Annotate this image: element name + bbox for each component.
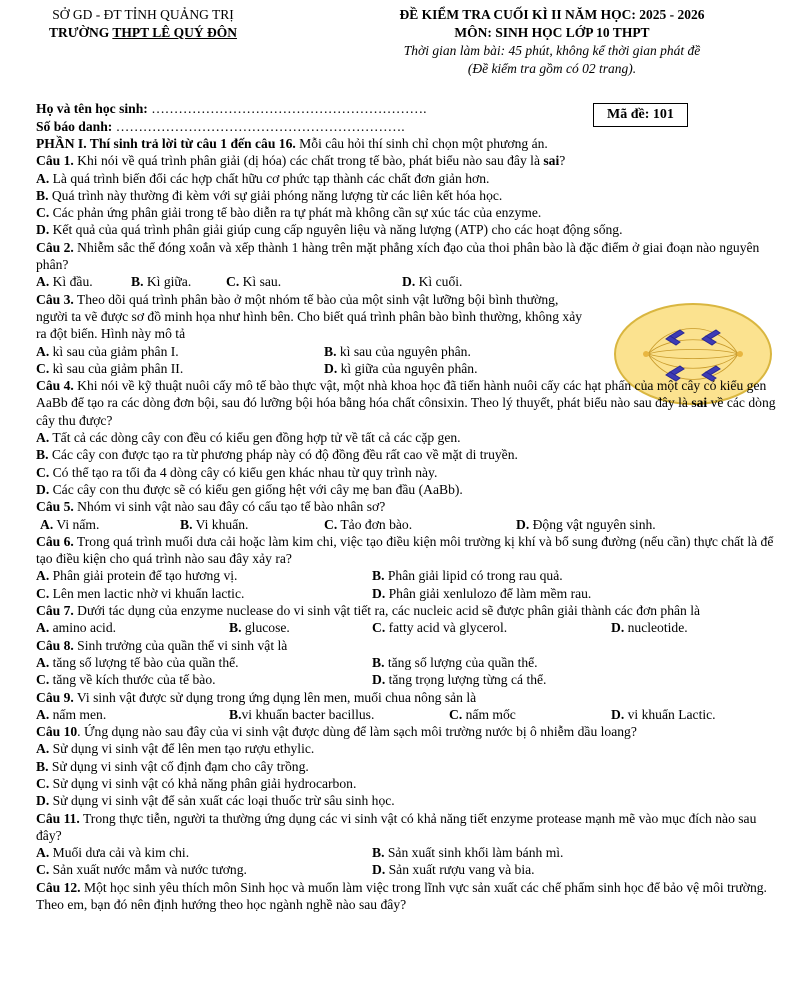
option[interactable] <box>131 273 226 290</box>
option-text: Vi khuẩn. <box>192 516 249 532</box>
question-1 <box>36 152 776 169</box>
option-key: A. <box>36 430 50 446</box>
option-key: A. <box>40 516 54 532</box>
question-12 <box>36 879 776 914</box>
question-2 <box>36 239 776 274</box>
option[interactable] <box>402 273 462 290</box>
option-text: vi khuẩn Lactic. <box>624 706 716 722</box>
option-text: Các phản ứng phân giải trong tế bào diễn ra tự phát mà không cần sự xúc tác của enzyme. <box>49 205 542 221</box>
question-8 <box>36 637 776 654</box>
student-info <box>36 100 426 136</box>
option[interactable] <box>372 619 611 636</box>
option-text: kì sau của giảm phân II. <box>49 360 184 376</box>
option[interactable] <box>36 567 372 584</box>
question-number: Câu 9. <box>36 689 74 705</box>
option-text: Lên men lactic nhờ vi khuẩn lactic. <box>49 585 245 601</box>
option-text: nucleotide. <box>624 620 688 636</box>
option-text: Sản xuất sinh khối làm bánh mì. <box>384 845 564 861</box>
option[interactable] <box>36 844 372 861</box>
student-id-line <box>36 118 426 136</box>
option[interactable] <box>36 343 324 360</box>
question-number: Câu 8. <box>36 637 74 653</box>
option-text: Tảo đơn bào. <box>337 516 413 532</box>
question-text: Trong quá trình muối dưa cải hoặc làm kim chi, việc tạo điều kiện môi trường kị khí và bổ sung đường (nếu cần) thực chất là để tạo điều kiện cho quá trình nào sau đây xảy ra? <box>36 533 774 567</box>
option-text: Sử dụng vi sinh vật có khả năng phân giải hydrocarbon. <box>49 775 357 791</box>
option[interactable] <box>324 360 477 377</box>
question-text: Khi nói về quá trình phân giải (dị hóa) các chất trong tế bào, phát biểu nào sau đây là <box>73 153 544 169</box>
option-key: C. <box>36 464 50 480</box>
option-text: Muối dưa cải và kim chi. <box>49 845 190 861</box>
exam-title: ĐỀ KIỂM TRA CUỐI KÌ II NĂM HỌC: 2025 - 2026 <box>399 7 705 22</box>
option-text: Phân giải lipid có trong rau quả. <box>384 568 563 584</box>
option-row <box>36 343 776 360</box>
option-text: glucose. <box>241 620 290 636</box>
option[interactable] <box>36 619 229 636</box>
option[interactable] <box>36 861 372 878</box>
option[interactable] <box>36 775 776 792</box>
option[interactable] <box>180 516 324 533</box>
option-key: B. <box>372 568 385 584</box>
question-text: Theo dõi quá trình phân bào ở một nhóm tế bào của một sinh vật lưỡng bội bình thường, người ta vẽ được sơ đồ minh họa như hình bên. Cho biết quá trình phân bào bình thường, không xảy ra đột biến. Hình này mô tả <box>36 291 583 342</box>
question-number: Câu 1. <box>36 153 74 169</box>
option-row <box>36 273 776 290</box>
option-text: Sử dụng vi sinh vật cố định đạm cho cây trồng. <box>48 758 309 774</box>
question-9 <box>36 689 776 706</box>
part1-instruction: Mỗi câu hỏi thí sinh chỉ chọn một phương án. <box>295 136 548 151</box>
option[interactable] <box>372 671 546 688</box>
option-row <box>36 516 776 533</box>
option-text: Các cây con được tạo ra từ phương pháp này có độ đồng đều rất cao về mặt di truyền. <box>48 447 518 463</box>
option-key: D. <box>36 481 50 497</box>
option[interactable] <box>36 585 372 602</box>
exam-content <box>36 135 776 913</box>
option-key: C. <box>449 706 463 722</box>
question-tail: ? <box>559 153 566 169</box>
option-key: D. <box>372 585 386 601</box>
option[interactable] <box>229 706 449 723</box>
option-key: B. <box>131 274 144 290</box>
option[interactable] <box>36 758 776 775</box>
option[interactable] <box>36 221 776 238</box>
question-emphasis: sai <box>543 153 560 169</box>
option-text: Sử dụng vi sinh vật để sản xuất các loại thuốc trừ sâu sinh học. <box>49 793 395 809</box>
exam-code-box: Mã đề: 101 <box>593 103 688 127</box>
option-key: B. <box>372 654 385 670</box>
part1-heading: PHẦN I. Thí sinh trả lời từ câu 1 đến câu 16. <box>36 136 296 151</box>
school-name-underlined: THPT LÊ QUÝ ĐÔN <box>112 25 238 40</box>
option[interactable] <box>611 619 688 636</box>
option-key: B. <box>36 187 49 203</box>
option-key: C. <box>36 862 50 878</box>
option[interactable] <box>36 446 776 463</box>
option[interactable] <box>40 516 180 533</box>
option-text: Sản xuất nước mắm và nước tương. <box>49 862 247 878</box>
school-header <box>8 6 278 42</box>
question-tail: về các dòng cây thu được? <box>36 395 776 428</box>
option[interactable] <box>36 481 776 498</box>
option-key: C. <box>36 775 50 791</box>
question-number: Câu 3. <box>36 291 74 307</box>
option-key: B. <box>36 758 49 774</box>
part1-heading-line <box>36 135 776 152</box>
option-key: D. <box>402 274 416 290</box>
question-text: Trong thực tiễn, người ta thường ứng dụng các vi sinh vật có khả năng tiết enzyme protease mạnh mẽ vào mục đích nào sau đây? <box>36 810 757 843</box>
option[interactable] <box>36 170 776 187</box>
question-4 <box>36 377 776 429</box>
option[interactable] <box>36 706 229 723</box>
question-text: Một học sinh yêu thích môn Sinh học và muốn làm việc trong lĩnh vực sản xuất các chế phẩm sinh học để bảo vệ môi trường. Theo em, bạn đó nên định hướng theo học ngành nghề nào sau đây? <box>36 879 767 913</box>
question-number: Câu 10 <box>36 724 78 740</box>
student-name-label: Họ và tên học sinh: <box>36 101 148 116</box>
option[interactable] <box>226 273 402 290</box>
option[interactable] <box>36 360 324 377</box>
option-row <box>36 706 776 723</box>
option-key: A. <box>36 845 50 861</box>
option[interactable] <box>324 516 516 533</box>
option-text: kì giữa của nguyên phân. <box>337 360 478 376</box>
option-text: Sản xuất rượu vang và bia. <box>385 862 535 878</box>
option-key: D. <box>611 620 625 636</box>
option[interactable] <box>372 654 538 671</box>
option-row <box>36 360 776 377</box>
option-key: A. <box>36 741 50 757</box>
option[interactable] <box>36 464 776 481</box>
option-row <box>36 654 776 671</box>
option-text: Kì giữa. <box>143 274 192 290</box>
option-key: C. <box>36 360 50 376</box>
option-text: nấm men. <box>49 706 107 722</box>
question-10 <box>36 723 776 740</box>
question-text: . Ứng dụng nào sau đây của vi sinh vật được dùng để làm sạch môi trường nước bị ô nhiễm dầu loang? <box>77 724 637 740</box>
option-key: C. <box>372 620 386 636</box>
option-text: Tất cả các dòng cây con đều có kiểu gen đồng hợp tử về tất cả các cặp gen. <box>49 430 461 446</box>
option-key: C. <box>36 672 50 688</box>
option-key: B. <box>324 343 337 359</box>
option-key: B. <box>229 620 242 636</box>
option-text: nấm mốc <box>462 706 516 722</box>
question-number: Câu 5. <box>36 499 74 515</box>
option-key: B. <box>180 516 193 532</box>
option-row <box>36 567 776 584</box>
exam-subject: MÔN: SINH HỌC LỚP 10 THPT <box>454 25 650 40</box>
option[interactable] <box>372 861 535 878</box>
option-key: A. <box>36 654 50 670</box>
option-text: Động vật nguyên sinh. <box>529 516 656 532</box>
option-text: Vi nấm. <box>53 516 100 532</box>
option-text: Phân giải protein để tạo hương vị. <box>49 568 238 584</box>
option-text: amino acid. <box>49 620 117 636</box>
option-key: D. <box>36 793 50 809</box>
option-key: A. <box>36 170 50 186</box>
option[interactable] <box>449 706 611 723</box>
option-text: kì sau của giảm phân I. <box>49 343 179 359</box>
option-text: Có thể tạo ra tối đa 4 dòng cây có kiểu gen khác nhau từ quy trình này. <box>49 464 438 480</box>
question-6 <box>36 533 776 568</box>
option-text: tăng trọng lượng từng cá thể. <box>385 672 547 688</box>
option-text: Sử dụng vi sinh vật để lên men tạo rượu ethylic. <box>49 741 315 757</box>
option-row <box>36 619 776 636</box>
question-11 <box>36 810 776 845</box>
option[interactable] <box>36 671 372 688</box>
option-text: Quá trình này thường đi kèm với sự giải phóng năng lượng từ các liên kết hóa học. <box>48 187 503 203</box>
option-key: A. <box>36 274 50 290</box>
option-text: vi khuẩn bacter bacillus. <box>241 706 375 722</box>
option-key: C. <box>226 274 240 290</box>
option-text: tăng số lượng của quần thể. <box>384 654 538 670</box>
option-text: Kì đầu. <box>49 274 93 290</box>
option-row <box>36 671 776 688</box>
option-key: D. <box>372 672 386 688</box>
option-key: A. <box>36 706 50 722</box>
option[interactable] <box>36 429 776 446</box>
option-text: Kì sau. <box>239 274 282 290</box>
option[interactable] <box>36 204 776 221</box>
question-text: Vi sinh vật được sử dụng trong ứng dụng lên men, muối chua nông sản là <box>73 689 477 705</box>
option-key: D. <box>324 360 338 376</box>
option[interactable] <box>36 273 131 290</box>
option[interactable] <box>611 706 716 723</box>
option[interactable] <box>229 619 372 636</box>
option-key: B. <box>229 706 242 722</box>
option-key: B. <box>36 447 49 463</box>
school-name <box>8 24 278 42</box>
dept-name: SỞ GD - ĐT TỈNH QUẢNG TRỊ <box>52 7 234 22</box>
option-key: D. <box>36 222 50 238</box>
exam-header <box>322 6 782 78</box>
option[interactable] <box>324 343 471 360</box>
option[interactable] <box>36 792 776 809</box>
option[interactable] <box>372 567 563 584</box>
question-number: Câu 6. <box>36 533 74 549</box>
student-id-dots: ………………………………………………………. <box>115 119 405 134</box>
option-text: Kết quả của quá trình phân giải giúp cung cấp nguyên liệu và năng lượng (ATP) cho các hoạt động sống. <box>49 222 623 238</box>
option-text: fatty acid và glycerol. <box>385 620 508 636</box>
option-row <box>36 585 776 602</box>
question-text: Dưới tác dụng của enzyme nuclease do vi sinh vật tiết ra, các nucleic acid sẽ được phân giải thành các đơn phân là <box>73 603 701 619</box>
student-name-line <box>36 100 426 118</box>
option-key: D. <box>611 706 625 722</box>
question-text: Khi nói về kỹ thuật nuôi cấy mô tế bào thực vật, một nhà khoa học đã tiến hành nuôi cấy các hạt phấn của một cây có kiểu gen AaBb để tạo ra các dòng đơn bội, sau đó lưỡng bội hóa bằng hóa chất cônsixin. Theo lý thuyết, phát biểu nào sau đây là <box>36 378 767 411</box>
option-key: A. <box>36 620 50 636</box>
question-emphasis: sai <box>691 395 708 411</box>
question-number: Câu 7. <box>36 603 74 619</box>
student-id-label: Số báo danh: <box>36 119 113 134</box>
option-key: C. <box>36 585 50 601</box>
option-text: Các cây con thu được sẽ có kiểu gen giống hệt với cây mẹ ban đầu (AaBb). <box>49 481 463 497</box>
option-row <box>36 844 776 861</box>
question-number: Câu 12. <box>36 879 81 895</box>
option-row <box>36 861 776 878</box>
option-key: D. <box>516 516 530 532</box>
option-key: C. <box>324 516 338 532</box>
question-number: Câu 2. <box>36 239 74 255</box>
option-text: Kì cuối. <box>415 274 463 290</box>
option-key: C. <box>36 205 50 221</box>
option[interactable] <box>516 516 656 533</box>
option-key: A. <box>36 568 50 584</box>
school-prefix: TRƯỜNG <box>48 25 113 40</box>
option-text: tăng số lượng tế bào của quần thể. <box>49 654 239 670</box>
question-number: Câu 11. <box>36 810 80 826</box>
student-name-dots: ……………………………………………………. <box>151 101 427 116</box>
exam-time-note: Thời gian làm bài: 45 phút, không kể thời gian phát đề <box>403 43 701 58</box>
option-key: A. <box>36 343 50 359</box>
option-text: Phân giải xenlulozo để làm mềm rau. <box>385 585 592 601</box>
question-number: Câu 4. <box>36 378 74 394</box>
option[interactable] <box>372 844 563 861</box>
option[interactable] <box>372 585 591 602</box>
question-text: Nhóm vi sinh vật nào sau đây có cấu tạo tế bào nhân sơ? <box>73 499 386 515</box>
option-key: B. <box>372 845 385 861</box>
option-text: kì sau của nguyên phân. <box>336 343 471 359</box>
option-text: Là quá trình biến đổi các hợp chất hữu cơ phức tạp thành các chất đơn giản hơn. <box>49 170 490 186</box>
option[interactable] <box>36 187 776 204</box>
question-text: Sinh trưởng của quần thể vi sinh vật là <box>73 637 288 653</box>
option[interactable] <box>36 654 372 671</box>
question-7 <box>36 602 776 619</box>
question-3 <box>36 291 591 343</box>
option[interactable] <box>36 740 776 757</box>
option-text: tăng về kích thước của tế bào. <box>49 672 216 688</box>
question-text: Nhiễm sắc thể đóng xoắn và xếp thành 1 hàng trên mặt phẳng xích đạo của thoi phân bào là đặc điểm ở giai đoạn nào nguyên phân? <box>36 239 760 273</box>
option-key: D. <box>372 862 386 878</box>
exam-pages-note: (Đề kiểm tra gồm có 02 trang). <box>467 61 637 76</box>
question-5 <box>36 498 776 515</box>
